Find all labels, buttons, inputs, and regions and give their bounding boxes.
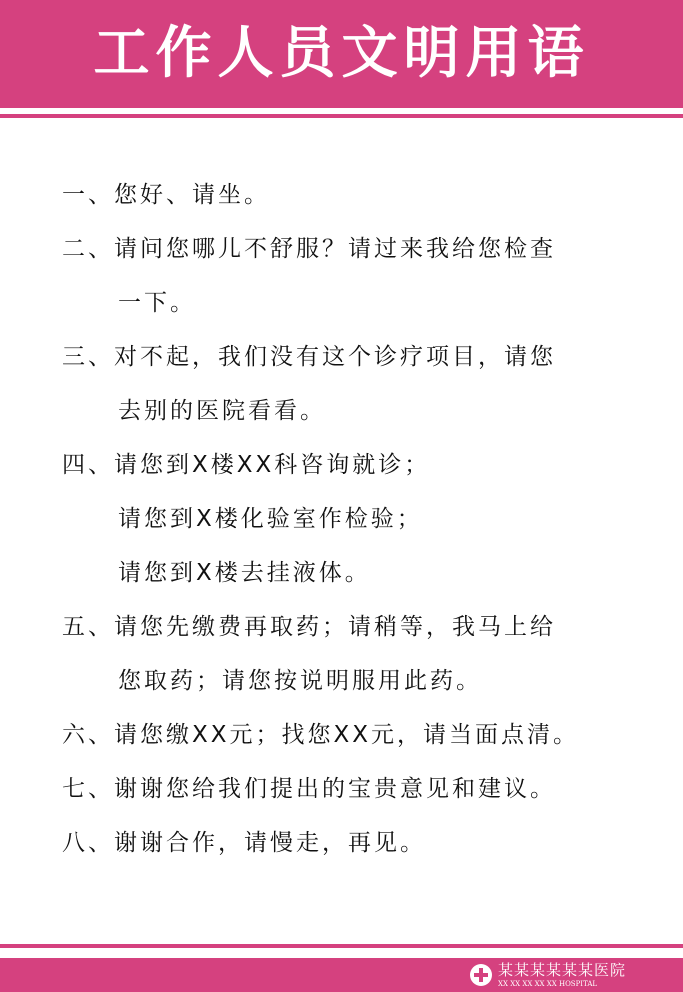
footer-divider: [0, 944, 683, 948]
phrase-line: 三、对不起，我们没有这个诊疗项目，请您: [62, 344, 556, 370]
footer-banner: [0, 958, 683, 992]
phrase-line: 六、请您缴XX元；找您XX元，请当面点清。: [62, 722, 580, 748]
hospital-english-name: XX XX XX XX XX HOSPITAL: [498, 980, 598, 988]
phrase-list: [62, 168, 652, 870]
hospital-name: 某某某某某某医院: [498, 961, 627, 979]
phrase-line: 请您到X楼去挂液体。: [118, 560, 371, 586]
phrase-line: 四、请您到X楼XX科咨询就诊；: [62, 452, 431, 478]
phrase-line: 去别的医院看看。: [118, 398, 326, 424]
phrase-line: 五、请您先缴费再取药；请稍等，我马上给: [62, 614, 556, 640]
phrase-line: 一、您好、请坐。: [62, 182, 270, 208]
phrase-line: 请您到X楼化验室作检验；: [118, 506, 423, 532]
phrase-line: 二、请问您哪儿不舒服？请过来我给您检查: [62, 236, 556, 262]
phrase-line: 一下。: [118, 290, 196, 316]
hospital-cross-icon: [470, 964, 492, 986]
phrase-line: 您取药；请您按说明服用此药。: [118, 668, 482, 694]
page-title: 工作人员文明用语: [93, 21, 590, 86]
header-banner: [0, 0, 683, 108]
phrase-line: 七、谢谢您给我们提出的宝贵意见和建议。: [62, 776, 556, 802]
header-divider: [0, 114, 683, 118]
phrase-line: 八、谢谢合作，请慢走，再见。: [62, 830, 426, 856]
